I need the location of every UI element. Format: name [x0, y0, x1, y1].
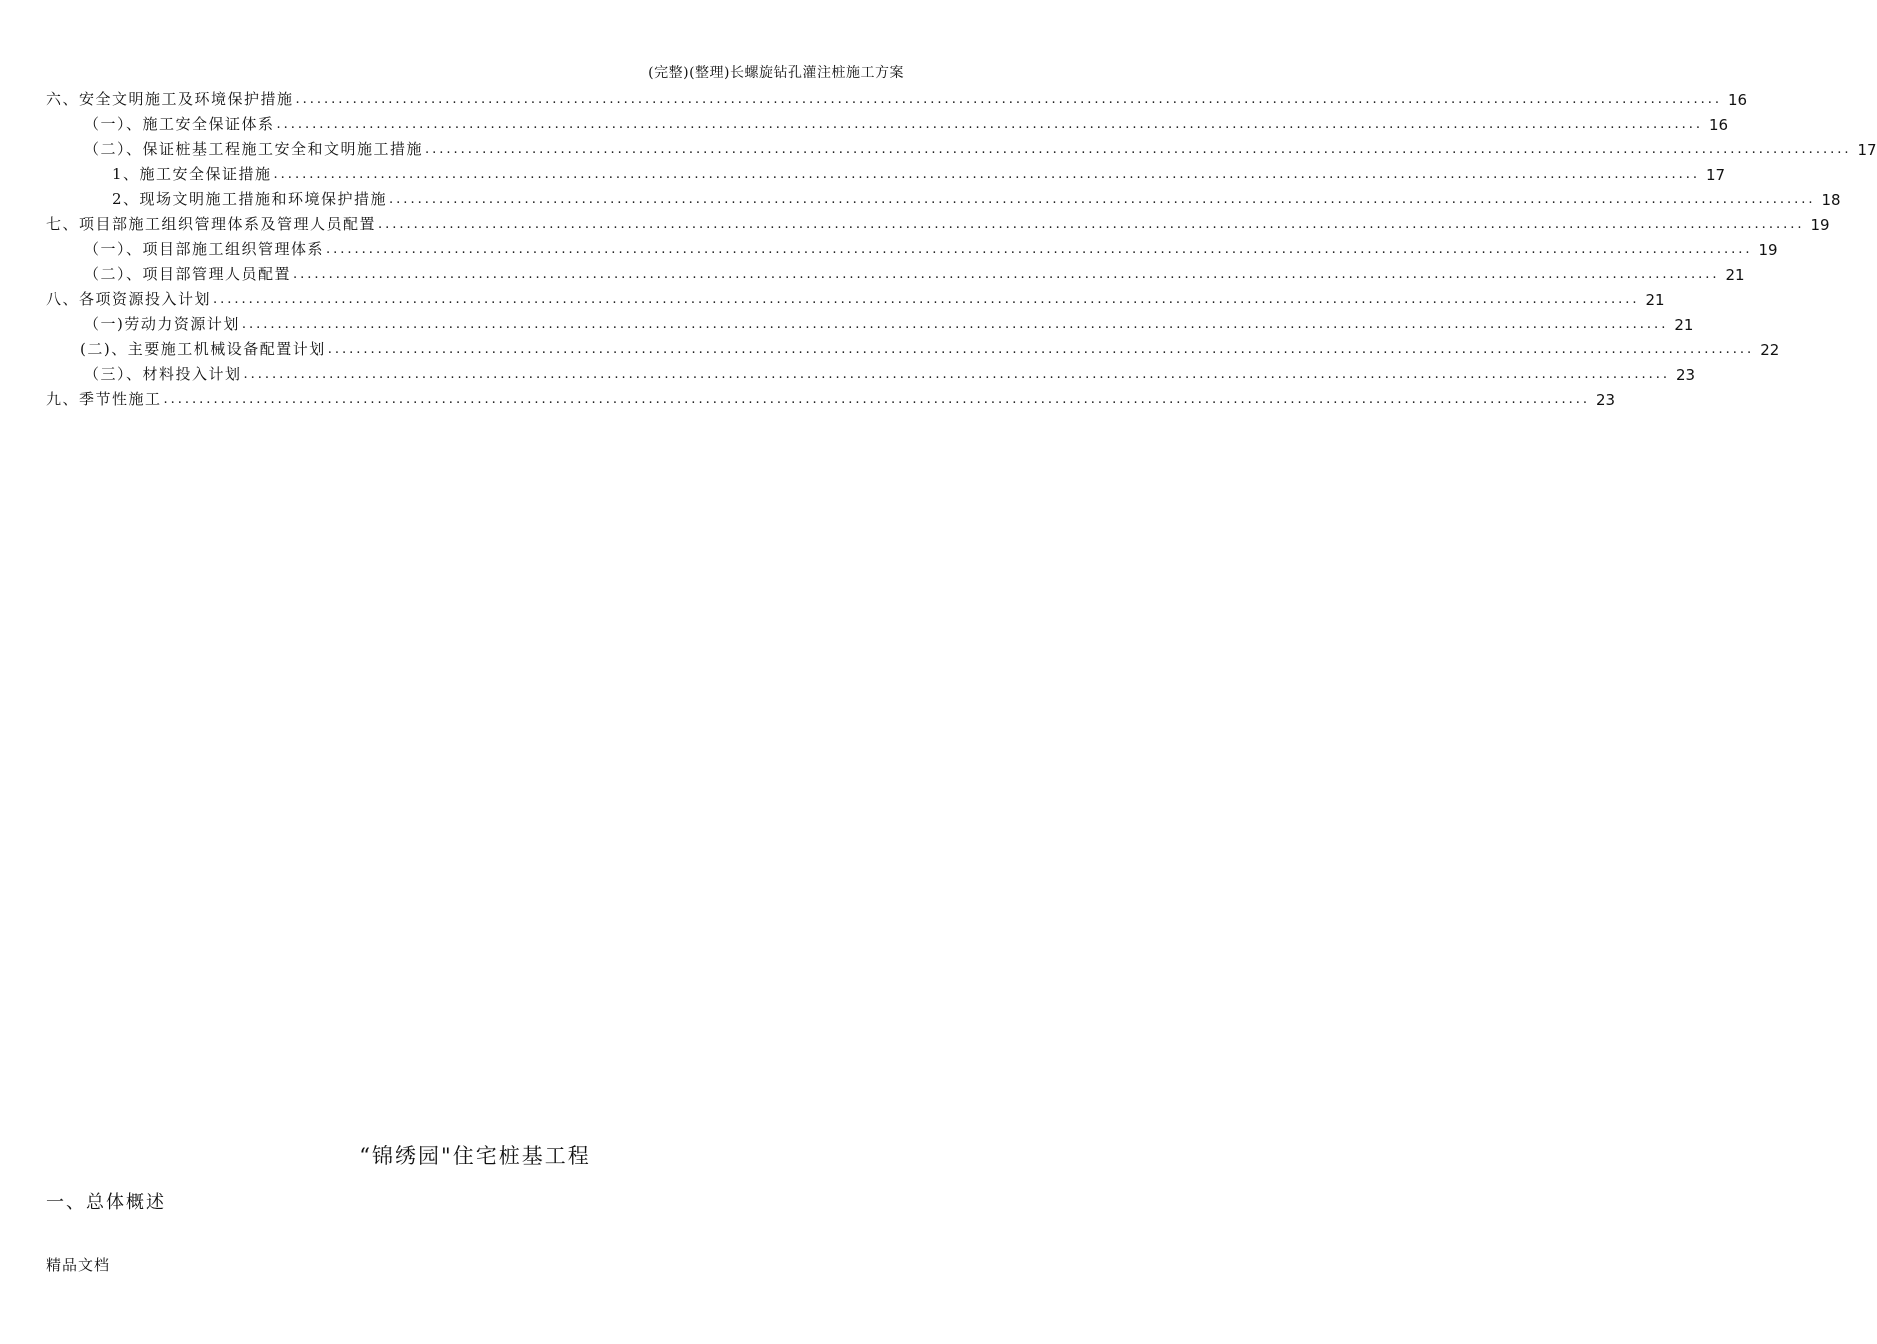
toc-page-number: 19 [1810, 216, 1830, 234]
toc-entry-label: 八、各项资源投入计划 [46, 290, 212, 308]
toc-entry-label: （二）、保证桩基工程施工安全和文明施工措施 [84, 140, 424, 158]
toc-dot-leader: ........................................................................................................................................................................................................ [276, 117, 1703, 132]
toc-page-number: 21 [1645, 291, 1665, 309]
footer-note: 精品文档 [46, 1256, 111, 1274]
toc-dot-leader: ........................................................................................................................................................................................................ [163, 392, 1590, 407]
toc-entry-label: （三）、材料投入计划 [84, 365, 242, 383]
toc-entry-label: （一)劳动力资源计划 [84, 315, 240, 333]
toc-page-number: 21 [1674, 316, 1694, 334]
toc-entry[interactable] [46, 259, 1745, 284]
toc-entry-label: (二)、主要施工机械设备配置计划 [80, 340, 326, 358]
toc-entry-label: 九、季节性施工 [46, 390, 162, 408]
toc-dot-leader: ........................................................................................................................................................................................................ [389, 192, 1816, 207]
toc-entry-label: （一）、施工安全保证体系 [84, 115, 275, 133]
toc-dot-leader: ........................................................................................................................................................................................................ [213, 292, 1640, 307]
toc-page-number: 21 [1725, 266, 1745, 284]
toc-page-number: 17 [1706, 166, 1726, 184]
toc-entry[interactable] [46, 334, 1780, 359]
toc-page-number: 23 [1675, 366, 1696, 384]
toc-entry[interactable] [46, 109, 1729, 134]
toc-entry[interactable] [46, 209, 1830, 234]
toc-entry-label: 六、安全文明施工及环境保护措施 [46, 90, 294, 108]
toc-entry[interactable] [46, 184, 1841, 209]
toc-dot-leader: ........................................................................................................................................................................................................ [273, 167, 1701, 182]
toc-page-number: 16 [1708, 116, 1729, 134]
toc-entry[interactable] [46, 84, 1748, 109]
toc-dot-leader: ........................................................................................................................................................................................................ [293, 267, 1720, 282]
table-of-contents [46, 84, 1877, 409]
toc-entry[interactable] [46, 159, 1726, 184]
toc-page-number: 19 [1758, 241, 1778, 259]
toc-dot-leader: ........................................................................................................................................................................................................ [425, 142, 1852, 157]
toc-dot-leader: ........................................................................................................................................................................................................ [243, 367, 1670, 382]
toc-page-number: 22 [1760, 341, 1780, 359]
toc-entry[interactable] [46, 134, 1877, 159]
toc-entry-label: （二）、项目部管理人员配置 [84, 265, 292, 283]
toc-entry[interactable] [46, 359, 1696, 384]
toc-entry-label: 1、施工安全保证措施 [112, 165, 272, 183]
toc-entry-label: 七、项目部施工组织管理体系及管理人员配置 [46, 215, 377, 233]
toc-dot-leader: ........................................................................................................................................................................................................ [326, 242, 1753, 257]
toc-dot-leader: ........................................................................................................................................................................................................ [327, 342, 1755, 357]
toc-dot-leader: ........................................................................................................................................................................................................ [295, 92, 1722, 107]
toc-entry[interactable] [46, 284, 1665, 309]
toc-entry[interactable] [46, 309, 1694, 334]
document-header-title: (完整)(整理)长螺旋钻孔灌注桩施工方案 [648, 65, 904, 81]
document-title: “锦绣园"住宅桩基工程 [359, 1144, 591, 1168]
toc-entry[interactable] [46, 234, 1778, 259]
toc-dot-leader: ........................................................................................................................................................................................................ [378, 217, 1805, 232]
toc-page-number: 17 [1857, 141, 1877, 159]
toc-page-number: 18 [1821, 191, 1841, 209]
toc-dot-leader: ........................................................................................................................................................................................................ [241, 317, 1669, 332]
toc-entry-label: 2、现场文明施工措施和环境保护措施 [112, 190, 388, 208]
toc-page-number: 23 [1595, 391, 1616, 409]
toc-entry[interactable] [46, 384, 1616, 409]
toc-entry-label: （一）、项目部施工组织管理体系 [84, 240, 325, 258]
toc-page-number: 16 [1727, 91, 1748, 109]
section-heading: 一、总体概述 [46, 1192, 166, 1213]
